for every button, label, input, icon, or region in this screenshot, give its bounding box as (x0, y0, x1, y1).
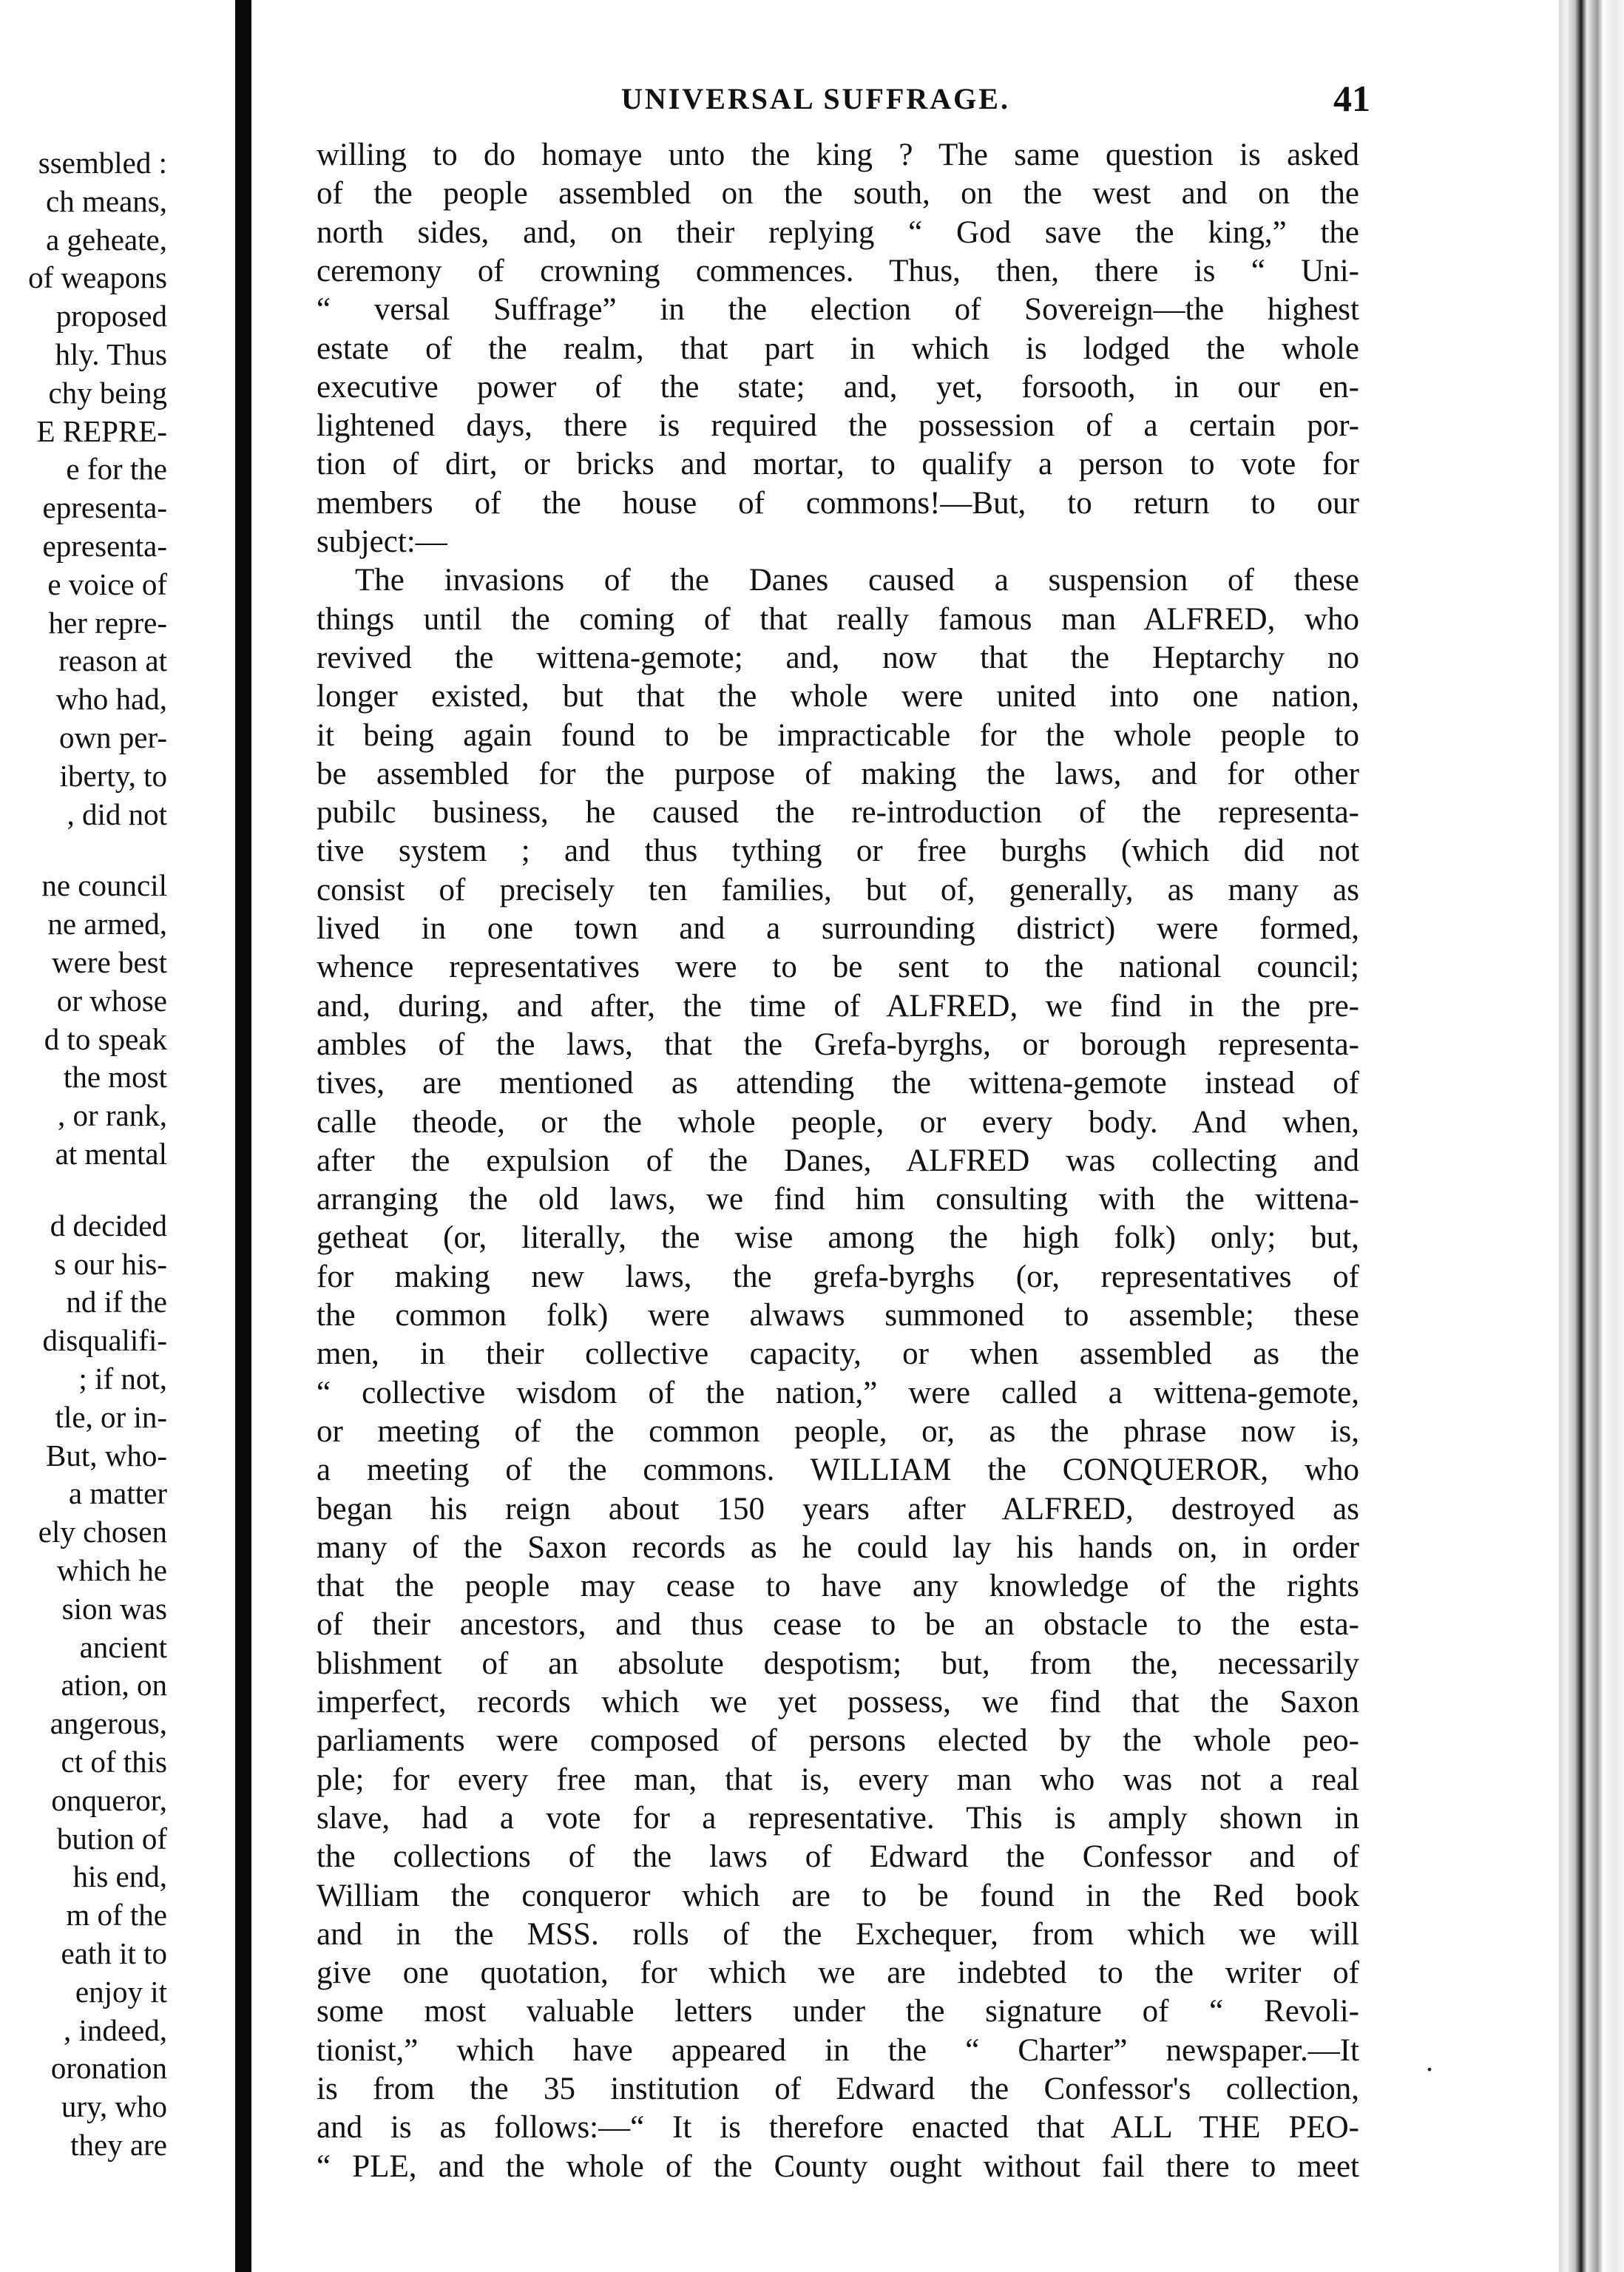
text-line: slave, had a vote for a representative. This is amply shown in (317, 1800, 1359, 1836)
text-line: tionist,” which have appeared in the “ Charter” newspaper.—It (317, 2032, 1359, 2068)
text-line: revived the wittena-gemote; and, now that the Heptarchy no (317, 640, 1359, 675)
facing-page-line: eath it to (61, 1936, 167, 1970)
facing-page-line: at mental (55, 1137, 167, 1171)
text-line: ambles of the laws, that the Grefa-byrghs, or borough representa- (317, 1027, 1359, 1062)
facing-page-line: nd if the (66, 1285, 167, 1319)
facing-page-line: But, who- (46, 1438, 167, 1473)
text-line: willing to do homaye unto the king ? The same question is asked (317, 138, 1359, 172)
text-line: many of the Saxon records as he could lay his hands on, in order (317, 1529, 1359, 1565)
facing-page-line: sion was (61, 1591, 167, 1626)
text-line: “ PLE, and the whole of the County ought without fail there to meet (317, 2148, 1359, 2184)
running-head: UNIVERSAL SUFFRAGE. (621, 82, 1010, 115)
facing-page-line: his end, (72, 1859, 167, 1894)
facing-page-line: ch means, (46, 183, 167, 218)
facing-page-line: angerous, (50, 1706, 167, 1741)
facing-page-line: ury, who (61, 2089, 167, 2124)
facing-page-line: epresenta- (42, 529, 167, 563)
text-line: and, during, and after, the time of ALFRED, we find in the pre- (317, 988, 1359, 1024)
text-line: that the people may cease to have any knowledge of the rights (317, 1569, 1359, 1604)
facing-page-line: d decided (50, 1208, 167, 1242)
page-number: 41 (1333, 78, 1370, 119)
text-line: a meeting of the commons. WILLIAM the CONQUEROR, who (317, 1453, 1359, 1488)
text-line: and is as follows:—“ It is therefore enacted that ALL THE PEO- (317, 2110, 1359, 2146)
facing-page-line: m of the (66, 1898, 167, 1933)
text-line: estate of the realm, that part in which is lodged the whole (317, 331, 1359, 366)
facing-page-line: own per- (58, 720, 167, 754)
facing-page-line: e for the (66, 452, 167, 487)
text-line: of their ancestors, and thus cease to be an obstacle to the esta- (317, 1607, 1359, 1643)
facing-page-line: tle, or in- (55, 1399, 167, 1434)
facing-page-line: iberty, to (59, 758, 167, 793)
facing-page-line: ne council (41, 868, 167, 903)
facing-page-line: ne armed, (47, 907, 167, 941)
text-line: consist of precisely ten families, but of, generally, as many as (317, 872, 1359, 907)
facing-page-line: or whose (56, 983, 167, 1018)
text-line: executive power of the state; and, yet, forsooth, in our en- (317, 369, 1359, 405)
facing-page-line: proposed (55, 299, 167, 334)
text-line: be assembled for the purpose of making the laws, and for other (317, 756, 1359, 791)
facing-page-line: enjoy it (75, 1974, 167, 2009)
facing-page-line: , indeed, (63, 2012, 167, 2047)
facing-page-line: ancient (79, 1629, 167, 1664)
facing-page-line: ation, on (61, 1668, 167, 1703)
facing-page-line: , did not (67, 797, 167, 831)
text-line: imperfect, records which we yet possess, we find that the Saxon (317, 1685, 1359, 1720)
facing-page-fragment (0, 0, 235, 2272)
text-line: ceremony of crowning commences. Thus, then, there is “ Uni- (317, 253, 1359, 288)
text-line: began his reign about 150 years after ALFRED, destroyed as (317, 1491, 1359, 1526)
facing-page-line: which he (56, 1553, 167, 1587)
text-line: William the conqueror which are to be found in the Red book (317, 1878, 1359, 1913)
text-line: The invasions of the Danes caused a suspension of these (355, 563, 1359, 598)
page-edge-shadow (1559, 0, 1624, 2272)
facing-page-line: of weapons (28, 260, 167, 295)
margin-mark: . (1426, 2044, 1433, 2077)
facing-page-line: a matter (68, 1476, 167, 1511)
text-line: getheat (or, literally, the wise among the high folk) only; but, (317, 1220, 1359, 1256)
text-line: blishment of an absolute despotism; but, from the, necessarily (317, 1646, 1359, 1681)
facing-page-line: a geheate, (46, 222, 167, 257)
facing-page-line: the most (63, 1060, 167, 1095)
text-line: longer existed, but that the whole were united into one nation, (317, 679, 1359, 714)
facing-page-line: epresenta- (42, 490, 167, 525)
text-line: tion of dirt, or bricks and mortar, to qualify a person to vote for (317, 447, 1359, 482)
book-page (251, 0, 1559, 2272)
text-line: tive system ; and thus tything or free burghs (which did not (317, 834, 1359, 869)
text-line: things until the coming of that really famous man ALFRED, who (317, 601, 1359, 637)
facing-page-line: oronation (50, 2051, 167, 2086)
text-line: for making new laws, the grefa-byrghs (or, representatives of (317, 1259, 1359, 1294)
text-line: the collections of the laws of Edward the Confessor and of (317, 1839, 1359, 1875)
text-line: “ versal Suffrage” in the election of Sovereign—the highest (317, 292, 1359, 328)
text-line: some most valuable letters under the signature of “ Revoli- (317, 1994, 1359, 2029)
facing-page-line: bution of (56, 1821, 167, 1856)
text-line: subject:— (317, 524, 447, 559)
facing-page-line: chy being (48, 375, 167, 410)
facing-page-line: ct of this (61, 1745, 167, 1779)
facing-page-line: e voice of (47, 567, 167, 601)
facing-page-line: disqualifi- (42, 1323, 167, 1358)
text-line: whence representatives were to be sent to the national council; (317, 950, 1359, 985)
facing-page-line: E REPRE- (36, 413, 167, 448)
facing-page-line: onqueror, (51, 1782, 167, 1817)
text-line: is from the 35 institution of Edward the Confessor's collection, (317, 2072, 1359, 2106)
text-line: lightened days, there is required the possession of a certain por- (317, 408, 1359, 444)
text-line: “ collective wisdom of the nation,” were called a wittena-gemote, (317, 1375, 1359, 1410)
facing-page-line: ; if not, (78, 1362, 167, 1396)
text-line: of the people assembled on the south, on the west and on the (317, 176, 1359, 212)
facing-page-line: hly. Thus (55, 337, 167, 371)
text-line: or meeting of the common people, or, as the phrase now is, (317, 1413, 1359, 1449)
text-line: men, in their collective capacity, or when assembled as the (317, 1336, 1359, 1372)
text-line: pubilc business, he caused the re-introduction of the representa- (317, 795, 1359, 831)
text-line: the common folk) were alwaws summoned to assemble; these (317, 1298, 1359, 1333)
facing-page-line: her repre- (48, 605, 167, 640)
text-line: calle theode, or the whole people, or every body. And when, (317, 1104, 1359, 1140)
facing-page-line: were best (52, 945, 167, 979)
facing-page-line: ely chosen (38, 1515, 167, 1549)
facing-page-line: , or rank, (57, 1098, 167, 1133)
facing-page-line: s our his- (54, 1246, 167, 1281)
text-line: north sides, and, on their replying “ God save the king,” the (317, 214, 1359, 250)
text-line: after the expulsion of the Danes, ALFRED was collecting and (317, 1143, 1359, 1178)
text-line: tives, are mentioned as attending the wittena-gemote instead of (317, 1066, 1359, 1101)
facing-page-line: d to speak (44, 1021, 167, 1056)
text-line: arranging the old laws, we find him consulting with the wittena- (317, 1182, 1359, 1217)
facing-page-line: they are (70, 2128, 167, 2162)
text-line: it being again found to be impracticable for the whole people to (317, 717, 1359, 753)
text-line: parliaments were composed of persons elected by the whole peo- (317, 1723, 1359, 1759)
page-gutter (235, 0, 251, 2272)
text-line: members of the house of commons!—But, to return to our (317, 485, 1359, 521)
text-line: give one quotation, for which we are indebted to the writer of (317, 1955, 1359, 1991)
facing-page-line: reason at (58, 643, 167, 678)
facing-page-line: who had, (55, 682, 167, 717)
facing-page-line: ssembled : (38, 146, 167, 180)
text-line: ple; for every free man, that is, every man who was not a real (317, 1762, 1359, 1797)
text-line: lived in one town and a surrounding district) were formed, (317, 911, 1359, 946)
text-line: and in the MSS. rolls of the Exchequer, from which we will (317, 1916, 1359, 1952)
